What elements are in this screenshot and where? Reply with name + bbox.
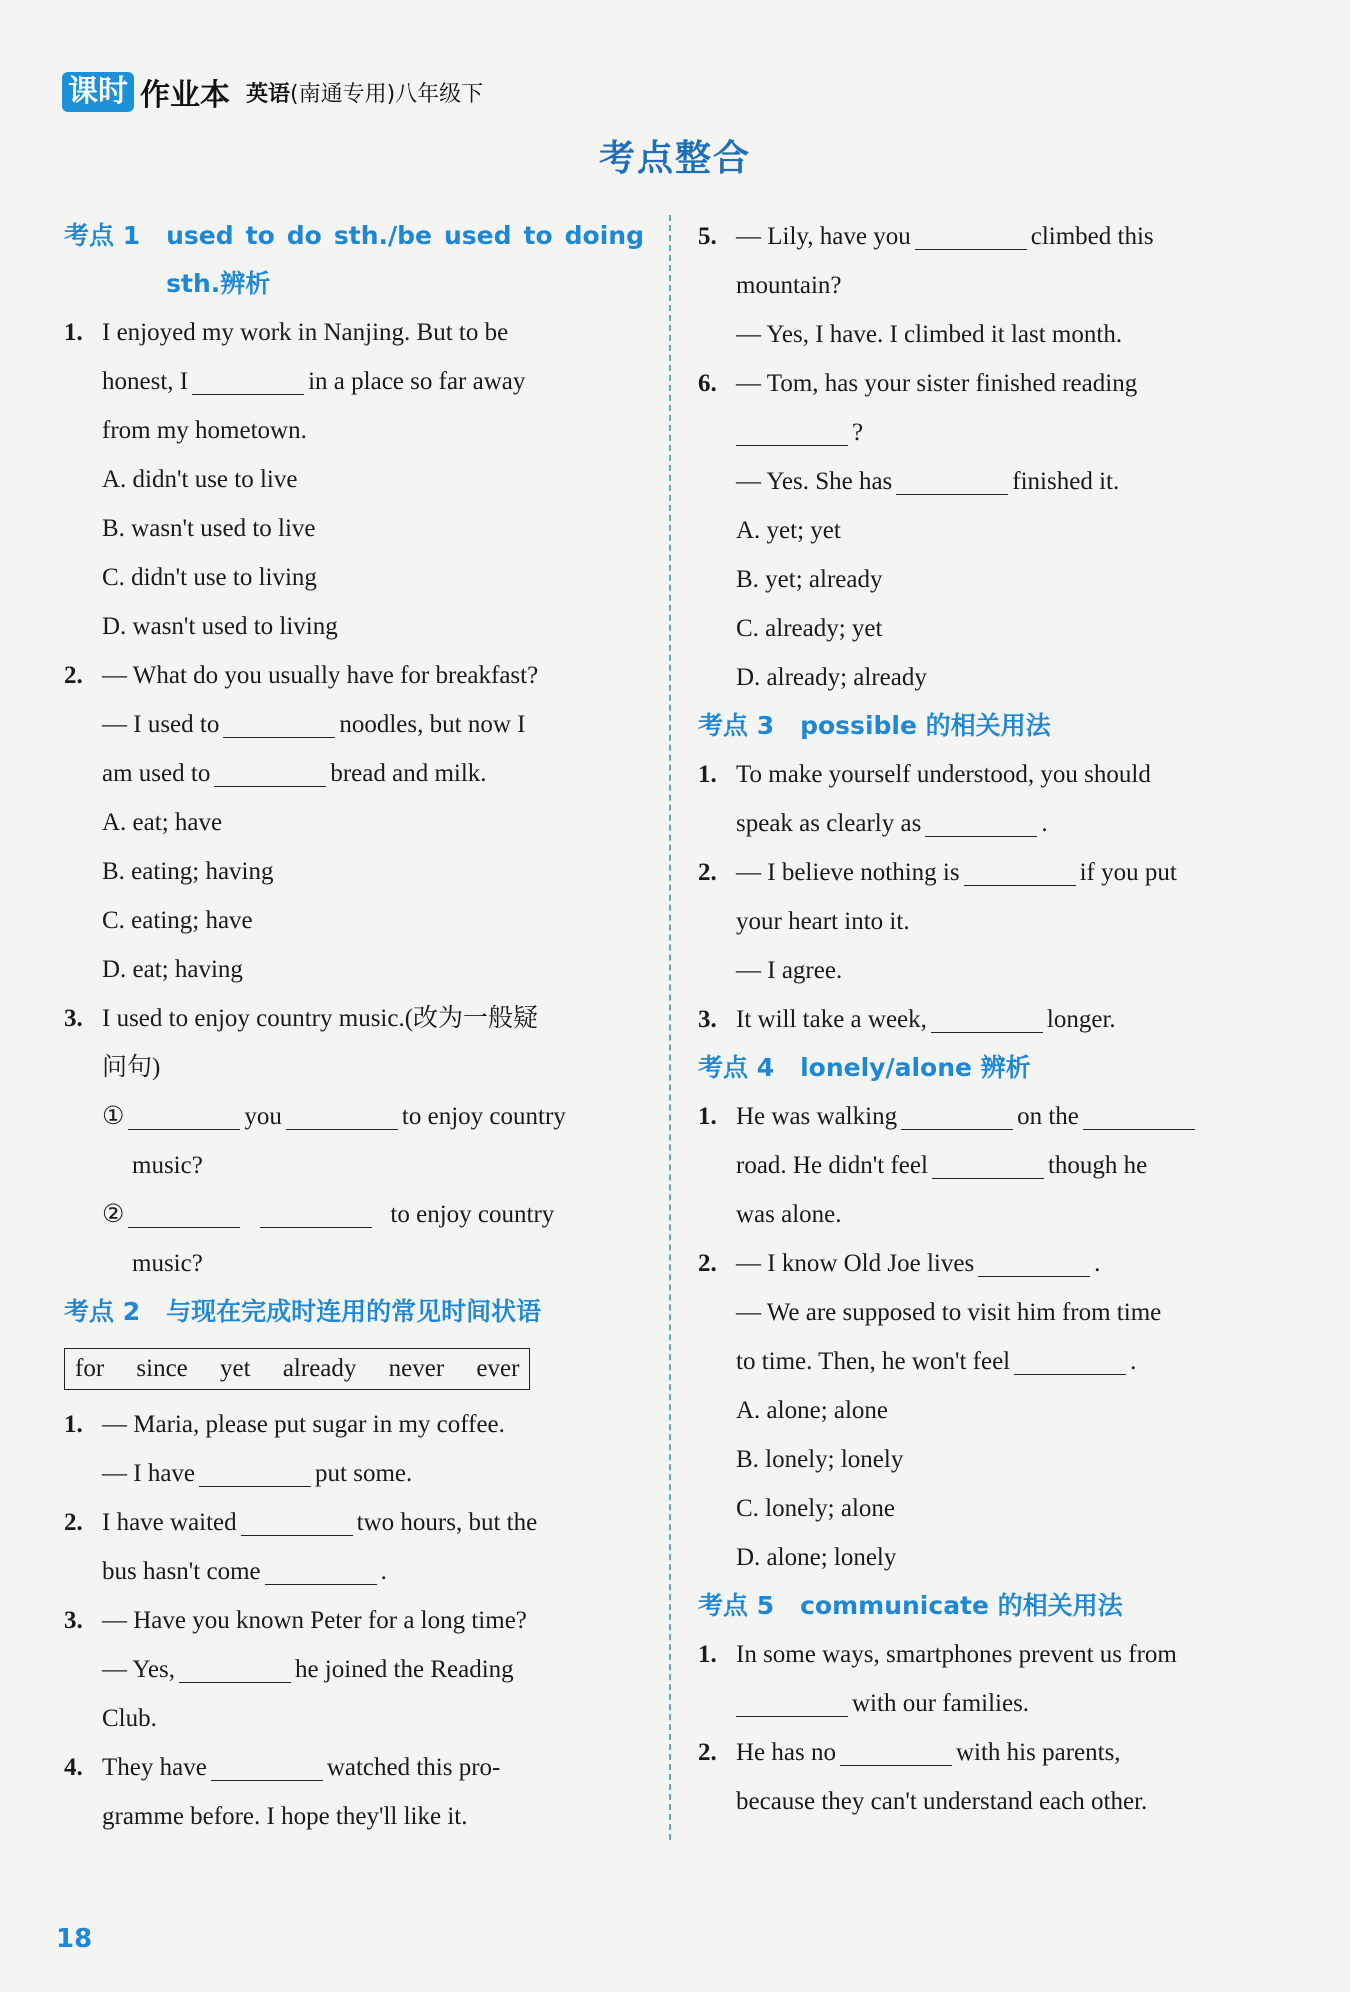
answer-blank[interactable] <box>128 1197 240 1228</box>
question-number: 2. <box>64 662 83 689</box>
text: bus hasn't come <box>102 1558 261 1585</box>
circle-number: ① <box>102 1103 125 1130</box>
question-line <box>736 995 1280 1044</box>
text: though he <box>1047 1152 1148 1179</box>
question-line <box>736 1679 1280 1728</box>
question-text: To make yourself understood, you should <box>736 761 1151 788</box>
question-text: I enjoyed my work in Nanjing. But to be <box>102 319 509 346</box>
question-number: 2. <box>64 1509 83 1536</box>
answer-blank[interactable] <box>211 1750 323 1781</box>
text: It will take a week, <box>736 1006 927 1033</box>
question-number: 1. <box>698 1641 717 1668</box>
book-name: 作业本 <box>140 78 230 113</box>
text: They have <box>102 1754 207 1781</box>
question-s4-1 <box>698 1092 1280 1239</box>
answer-blank[interactable] <box>223 707 335 738</box>
question-text: music? <box>132 1250 203 1277</box>
question-text: — Maria, please put sugar in my coffee. <box>102 1411 505 1438</box>
text: . <box>1041 810 1048 837</box>
text: in a place so far away <box>308 368 526 395</box>
answer-blank[interactable] <box>265 1554 377 1585</box>
question-line <box>736 212 1280 261</box>
question-line <box>102 1547 644 1596</box>
question-line <box>102 749 644 798</box>
question-s2-4 <box>64 1743 644 1841</box>
text: am used to <box>102 760 211 787</box>
text: He was walking <box>736 1103 898 1130</box>
question-number: 2. <box>698 859 717 886</box>
text: I have waited <box>102 1509 237 1536</box>
circle-number: ② <box>102 1201 125 1228</box>
word-bank-item: yet <box>220 1355 251 1382</box>
option-b[interactable]: B. eating; having <box>102 858 274 885</box>
answer-blank[interactable] <box>192 364 304 395</box>
text: you <box>244 1103 282 1130</box>
question-s1-3 <box>64 994 644 1288</box>
option-d[interactable]: D. wasn't used to living <box>102 613 338 640</box>
section-number: 考点 5 <box>698 1591 775 1620</box>
question-text: — Yes, I have. I climbed it last month. <box>736 321 1123 348</box>
question-text: — I agree. <box>736 957 843 984</box>
question-number: 5. <box>698 223 717 250</box>
question-text: 问句) <box>102 1054 161 1081</box>
section-title: possible 的相关用法 <box>800 711 1051 740</box>
answer-blank[interactable] <box>840 1735 952 1766</box>
option-a[interactable]: A. yet; yet <box>736 517 841 544</box>
question-text: In some ways, smartphones prevent us from <box>736 1641 1177 1668</box>
page-number: 18 <box>56 1924 93 1954</box>
answer-blank[interactable] <box>896 464 1008 495</box>
word-bank-item: since <box>136 1355 188 1382</box>
question-s3-1 <box>698 750 1280 848</box>
question-number: 3. <box>64 1005 83 1032</box>
question-s4-2 <box>698 1239 1280 1582</box>
question-line <box>736 1728 1280 1777</box>
option-d[interactable]: D. already; already <box>736 664 927 691</box>
answer-blank[interactable] <box>964 855 1076 886</box>
text: watched this pro- <box>326 1754 501 1781</box>
question-line <box>736 457 1280 506</box>
question-line <box>736 1239 1280 1288</box>
option-b[interactable]: B. yet; already <box>736 566 883 593</box>
text: road. He didn't feel <box>736 1152 928 1179</box>
edition-label: (南通专用)八年级下 <box>290 81 484 107</box>
question-text: because they can't understand each other. <box>736 1788 1148 1815</box>
question-text: music? <box>132 1152 203 1179</box>
question-s3-2 <box>698 848 1280 995</box>
column-divider <box>669 215 671 1840</box>
text: longer. <box>1046 1006 1116 1033</box>
text: — I believe nothing is <box>736 859 960 886</box>
question-number: 3. <box>698 1006 717 1033</box>
question-text: Club. <box>102 1705 157 1732</box>
question-line <box>736 408 1280 457</box>
section-heading-5 <box>698 1582 1280 1630</box>
section-number: 考点 2 <box>64 1297 141 1326</box>
question-s3-3 <box>698 995 1280 1044</box>
question-line <box>736 1141 1280 1190</box>
question-number: 2. <box>698 1250 717 1277</box>
page-header <box>62 70 483 114</box>
option-c[interactable]: C. lonely; alone <box>736 1495 895 1522</box>
text: speak as clearly as <box>736 810 922 837</box>
text: with his parents, <box>955 1739 1121 1766</box>
rewrite-line-2 <box>102 1190 644 1239</box>
text: climbed this <box>1030 223 1154 250</box>
question-s2-6 <box>698 359 1280 702</box>
question-text: — Tom, has your sister finished reading <box>736 370 1138 397</box>
question-number: 1. <box>698 761 717 788</box>
question-text: gramme before. I hope they'll like it. <box>102 1803 468 1830</box>
text: if you put <box>1079 859 1177 886</box>
text: bread and milk. <box>330 760 487 787</box>
section-title: communicate 的相关用法 <box>800 1591 1123 1620</box>
question-line <box>102 1498 644 1547</box>
text: noodles, but now I <box>339 711 526 738</box>
book-logo: 课时 <box>62 72 134 112</box>
answer-blank[interactable] <box>286 1099 398 1130</box>
word-bank-item: never <box>388 1355 445 1382</box>
text: — I used to <box>102 711 220 738</box>
option-a[interactable]: A. eat; have <box>102 809 223 836</box>
text: . <box>1130 1348 1137 1375</box>
question-number: 4. <box>64 1754 83 1781</box>
text: two hours, but the <box>356 1509 538 1536</box>
question-line <box>102 1645 644 1694</box>
question-text: from my hometown. <box>102 417 307 444</box>
answer-blank[interactable] <box>915 219 1027 250</box>
answer-blank[interactable] <box>214 756 326 787</box>
section-title: lonely/alone 辨析 <box>800 1053 1031 1082</box>
text: He has no <box>736 1739 836 1766</box>
text: — I know Old Joe lives <box>736 1250 975 1277</box>
question-s5-2 <box>698 1728 1280 1826</box>
question-number: 1. <box>64 1411 83 1438</box>
section-title: used to do sth./be used to doing sth.辨析 <box>166 221 644 298</box>
word-bank-item: ever <box>476 1355 520 1382</box>
text: on the <box>1017 1103 1079 1130</box>
word-bank-item: already <box>282 1355 357 1382</box>
question-s1-1 <box>64 308 644 651</box>
section-title: 与现在完成时连用的常见时间状语 <box>166 1297 542 1326</box>
text: honest, I <box>102 368 189 395</box>
answer-blank[interactable] <box>260 1197 372 1228</box>
question-s2-1 <box>64 1400 644 1498</box>
section-number: 考点 3 <box>698 711 775 740</box>
question-line <box>102 700 644 749</box>
text: — I have <box>102 1460 196 1487</box>
question-number: 1. <box>698 1103 717 1130</box>
option-d[interactable]: D. alone; lonely <box>736 1544 897 1571</box>
option-a[interactable]: A. didn't use to live <box>102 466 298 493</box>
question-s1-2 <box>64 651 644 994</box>
option-b[interactable]: B. lonely; lonely <box>736 1446 904 1473</box>
text: to enjoy country <box>390 1201 555 1228</box>
text: to enjoy country <box>401 1103 566 1130</box>
answer-blank[interactable] <box>179 1652 291 1683</box>
question-number: 1. <box>64 319 83 346</box>
left-column <box>64 212 644 1841</box>
question-text: I used to enjoy country music.(改为一般疑 <box>102 1005 539 1032</box>
question-text: mountain? <box>736 272 842 299</box>
question-line <box>736 1092 1280 1141</box>
option-b[interactable]: B. wasn't used to live <box>102 515 316 542</box>
question-number: 6. <box>698 370 717 397</box>
question-s2-3 <box>64 1596 644 1743</box>
section-heading-1 <box>64 212 644 308</box>
question-line <box>102 1449 644 1498</box>
section-heading-3 <box>698 702 1280 750</box>
section-heading-2 <box>64 1288 644 1336</box>
text: — Lily, have you <box>736 223 911 250</box>
option-c[interactable]: C. already; yet <box>736 615 883 642</box>
section-number: 考点 1 <box>64 221 141 250</box>
question-line <box>736 848 1280 897</box>
question-text: — We are supposed to visit him from time <box>736 1299 1162 1326</box>
answer-blank[interactable] <box>901 1099 1013 1130</box>
text: put some. <box>315 1460 413 1487</box>
text: with our families. <box>852 1690 1030 1717</box>
option-a[interactable]: A. alone; alone <box>736 1397 889 1424</box>
answer-blank[interactable] <box>925 806 1037 837</box>
text: ? <box>852 419 864 446</box>
answer-blank[interactable] <box>199 1456 311 1487</box>
word-bank <box>64 1348 530 1390</box>
answer-blank[interactable] <box>1083 1099 1195 1130</box>
answer-blank[interactable] <box>931 1002 1043 1033</box>
question-text: — What do you usually have for breakfast? <box>102 662 539 689</box>
answer-blank[interactable] <box>736 1686 848 1717</box>
subject-name: 英语 <box>246 81 291 107</box>
question-line <box>736 799 1280 848</box>
answer-blank[interactable] <box>241 1505 353 1536</box>
question-number: 2. <box>698 1739 717 1766</box>
text: finished it. <box>1012 468 1120 495</box>
text: he joined the Reading <box>294 1656 514 1683</box>
subject-label <box>246 77 483 108</box>
text: . <box>1094 1250 1101 1277</box>
answer-blank[interactable] <box>932 1148 1044 1179</box>
answer-blank[interactable] <box>1014 1344 1126 1375</box>
text: — Yes. She has <box>736 468 893 495</box>
text: . <box>380 1558 387 1585</box>
word-bank-item: for <box>75 1355 105 1382</box>
option-d[interactable]: D. eat; having <box>102 956 243 983</box>
text: to time. Then, he won't feel <box>736 1348 1011 1375</box>
section-number: 考点 4 <box>698 1053 775 1082</box>
answer-blank[interactable] <box>736 415 848 446</box>
question-text: was alone. <box>736 1201 842 1228</box>
text: — Yes, <box>102 1656 175 1683</box>
answer-blank[interactable] <box>978 1246 1090 1277</box>
option-c[interactable]: C. didn't use to living <box>102 564 317 591</box>
question-text: your heart into it. <box>736 908 910 935</box>
question-number: 3. <box>64 1607 83 1634</box>
question-s2-5 <box>698 212 1280 359</box>
question-s5-1 <box>698 1630 1280 1728</box>
page-title: 考点整合 <box>598 138 751 179</box>
question-line <box>102 1743 644 1792</box>
question-line <box>736 1337 1280 1386</box>
question-line <box>102 357 644 406</box>
answer-blank[interactable] <box>128 1099 240 1130</box>
question-s2-2 <box>64 1498 644 1596</box>
rewrite-line-1 <box>102 1092 644 1141</box>
option-c[interactable]: C. eating; have <box>102 907 253 934</box>
question-text: — Have you known Peter for a long time? <box>102 1607 527 1634</box>
right-column <box>698 212 1280 1826</box>
section-heading-4 <box>698 1044 1280 1092</box>
